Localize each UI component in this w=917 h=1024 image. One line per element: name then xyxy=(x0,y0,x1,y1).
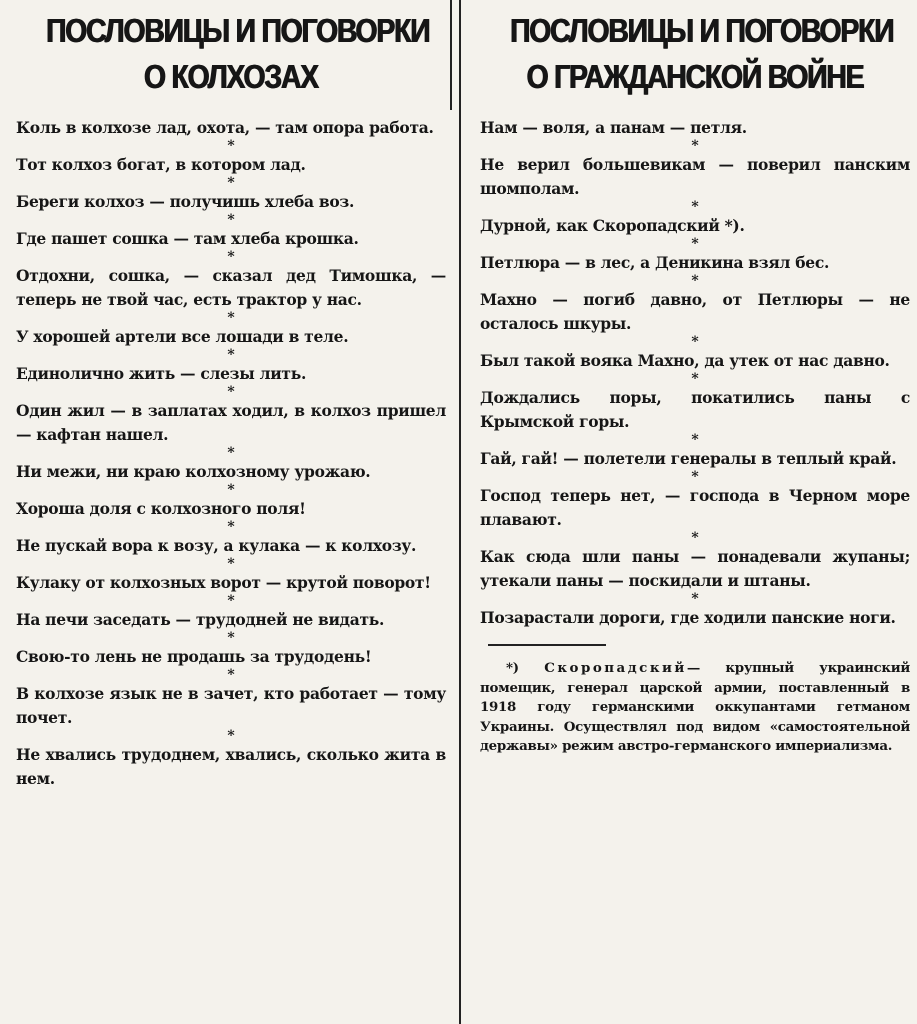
proverb: Не хвались трудоднем, хвались, сколько жита в нем. xyxy=(16,745,446,788)
star-separator: * xyxy=(691,199,699,215)
star-separator: * xyxy=(227,519,235,535)
star-separator: * xyxy=(227,212,235,228)
proverb: Отдохни, сошка, — сказал дед Тимошка, — теперь не твой час, есть трактор у нас. xyxy=(16,266,446,309)
proverb: У хорошей артели все лошади в теле. xyxy=(16,327,349,346)
footnote-name: Скоропадский xyxy=(544,660,687,677)
proverb: Дурной, как Скоропадский *). xyxy=(480,216,745,235)
footnote-marker: *) xyxy=(506,660,519,677)
proverb: Хороша доля с колхозного поля! xyxy=(16,499,306,518)
star-separator: * xyxy=(227,175,235,191)
proverb: Ни межи, ни краю колхозному урожаю. xyxy=(16,462,371,481)
left-headline xyxy=(46,8,430,100)
proverb: Береги колхоз — получишь хлеба воз. xyxy=(16,192,355,211)
footnote-text: — крупный украинский помещик, генерал царской армии, поставленный в 1918 году германскими оккупантами гетманом Украины. Осуществлял под видом «самостоятельной державы» режим австро-германского империализма. xyxy=(480,660,910,755)
star-separator: * xyxy=(227,384,235,400)
proverb: Не пускай вора к возу, а кулака — к колхозу. xyxy=(16,536,417,555)
header-divider xyxy=(450,0,452,110)
right-headline-line-1: ПОСЛОВИЦЫ И ПОГОВОРКИ xyxy=(510,12,894,49)
proverb: Свою-то лень не продашь за трудодень! xyxy=(16,647,372,666)
proverb: Махно — погиб давно, от Петлюры — не осталось шкуры. xyxy=(480,290,910,333)
right-headline xyxy=(510,8,894,100)
footnote-rule xyxy=(488,644,606,646)
column-divider xyxy=(459,0,461,1024)
proverb: Господ теперь нет, — господа в Черном море плавают. xyxy=(480,486,910,529)
proverb: Не верил большевикам — поверил панским шомполам. xyxy=(480,155,910,198)
proverb: Коль в колхозе лад, охота, — там опора работа. xyxy=(16,118,434,137)
proverb: Был такой вояка Махно, да утек от нас давно. xyxy=(480,351,890,370)
proverb: На печи заседать — трудодней не видать. xyxy=(16,610,385,629)
star-separator: * xyxy=(691,334,699,350)
proverb: Тот колхоз богат, в котором лад. xyxy=(16,155,306,174)
right-headline-line-2: О ГРАЖДАНСКОЙ ВОЙНЕ xyxy=(526,58,864,95)
proverb: Один жил — в заплатах ходил, в колхоз пришел — кафтан нашел. xyxy=(16,401,446,444)
star-separator: * xyxy=(691,530,699,546)
proverb: Кулаку от колхозных ворот — крутой поворот! xyxy=(16,573,431,592)
proverb: В колхозе язык не в зачет, кто работает — тому почет. xyxy=(16,684,446,727)
proverb: Нам — воля, а панам — петля. xyxy=(480,118,747,137)
star-separator: * xyxy=(691,371,699,387)
star-separator: * xyxy=(227,728,235,744)
star-separator: * xyxy=(691,138,699,154)
collective-farm-proverbs-column xyxy=(16,0,446,1024)
star-separator: * xyxy=(691,236,699,252)
footnote xyxy=(480,659,910,757)
star-separator: * xyxy=(691,591,699,607)
star-separator: * xyxy=(227,482,235,498)
left-proverb-list xyxy=(16,116,446,791)
proverb: Где пашет сошка — там хлеба крошка. xyxy=(16,229,359,248)
proverb: Как сюда шли паны — понадевали жупаны; утекали паны — поскидали и штаны. xyxy=(480,547,910,590)
proverb: Единолично жить — слезы лить. xyxy=(16,364,307,383)
star-separator: * xyxy=(227,249,235,265)
star-separator: * xyxy=(227,556,235,572)
proverb: Позарастали дороги, где ходили панские ноги. xyxy=(480,608,896,627)
star-separator: * xyxy=(227,630,235,646)
star-separator: * xyxy=(227,138,235,154)
star-separator: * xyxy=(227,310,235,326)
star-separator: * xyxy=(691,273,699,289)
left-headline-line-2: О КОЛХОЗАХ xyxy=(143,58,318,95)
civil-war-proverbs-column xyxy=(480,0,910,1024)
star-separator: * xyxy=(691,432,699,448)
left-headline-line-1: ПОСЛОВИЦЫ И ПОГОВОРКИ xyxy=(46,12,430,49)
proverb: Гай, гай! — полетели генералы в теплый край. xyxy=(480,449,897,468)
star-separator: * xyxy=(227,445,235,461)
star-separator: * xyxy=(227,593,235,609)
right-proverb-list xyxy=(480,116,910,630)
proverb: Петлюра — в лес, а Деникина взял бес. xyxy=(480,253,830,272)
proverb: Дождались поры, покатились паны с Крымской горы. xyxy=(480,388,910,431)
star-separator: * xyxy=(227,667,235,683)
star-separator: * xyxy=(227,347,235,363)
star-separator: * xyxy=(691,469,699,485)
